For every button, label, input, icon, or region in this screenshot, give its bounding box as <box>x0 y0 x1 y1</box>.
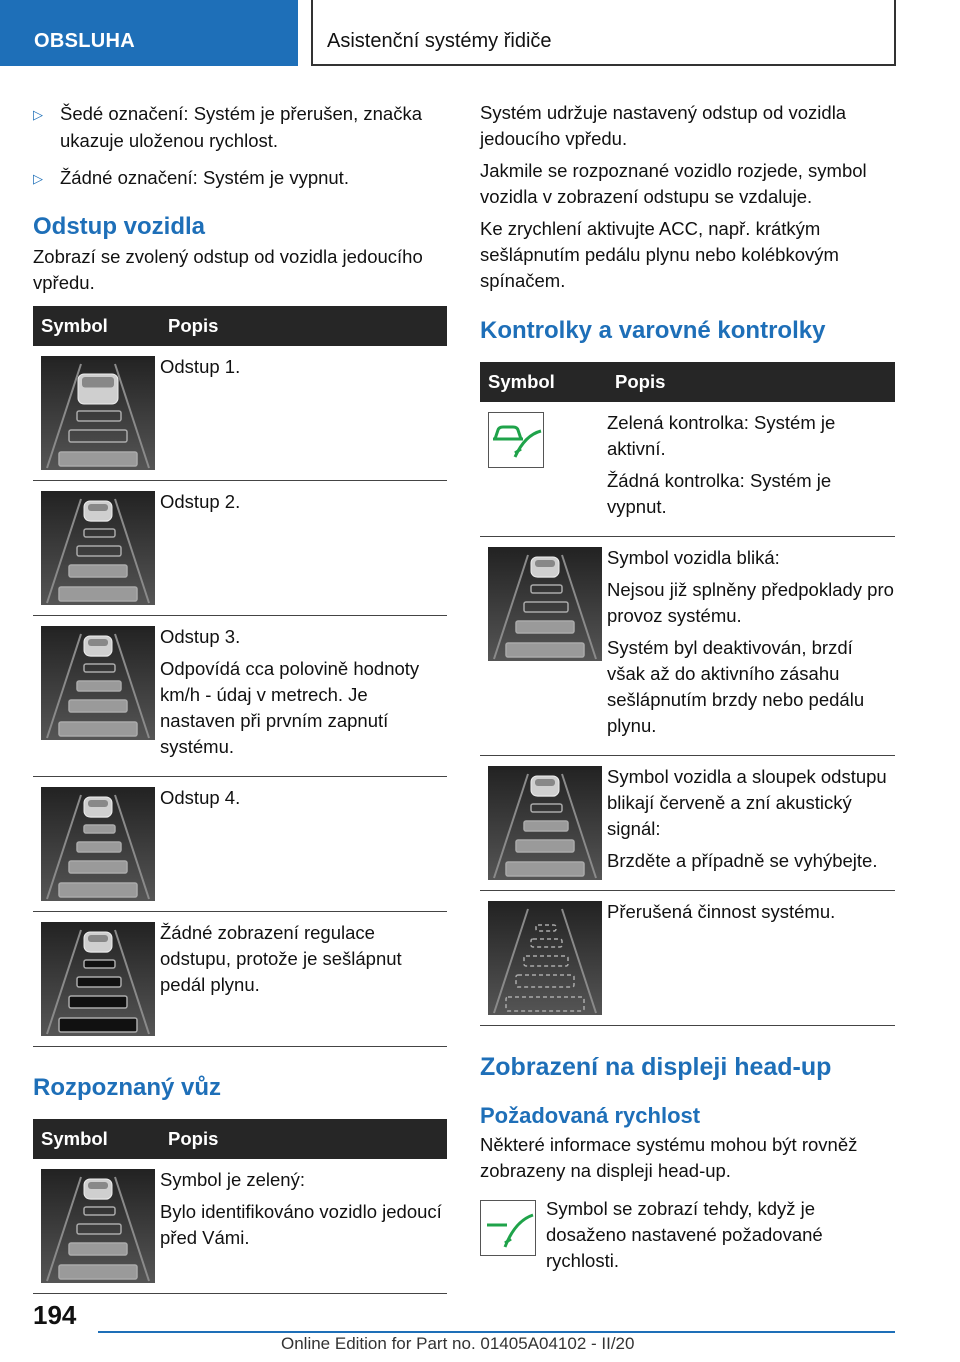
col-header-popis: Popis <box>160 306 447 346</box>
footer-divider <box>98 1331 895 1333</box>
table-header-row <box>33 306 447 346</box>
page-header <box>0 0 960 66</box>
row-text: Brzděte a případně se vyhýbejte. <box>607 850 878 871</box>
row-text: Odpovídá cca polovině hodnoty km/h - údaj v metrech. Je nastaven při prvním zapnutí systému. <box>160 658 420 757</box>
row-text: Odstup 4. <box>160 787 241 808</box>
row-text: Odstup 1. <box>160 356 241 377</box>
vehicle-warning-icon <box>488 766 602 880</box>
distance-3-icon <box>41 626 155 740</box>
vuz-table <box>33 1119 447 1294</box>
row-text: Symbol je zelený: <box>160 1169 305 1190</box>
odstup-table <box>33 306 447 1047</box>
section-tab <box>0 0 298 66</box>
row-text: Žádné zobrazení regulace odstupu, protože je sešlápnut pedál plynu. <box>160 922 402 995</box>
system-interrupted-icon <box>488 901 602 1015</box>
paragraph: Některé informace systému mohou být rovněž zobrazeny na displeji head-up. <box>480 1134 858 1181</box>
subsection-heading: Požadovaná rychlost <box>480 1103 701 1128</box>
bullet-item <box>33 164 447 192</box>
table-row <box>33 912 447 1047</box>
table-row <box>480 891 895 1026</box>
chapter-tab <box>311 0 896 66</box>
row-text: Zelená kontrolka: Systém je aktivní. <box>607 412 836 459</box>
distance-4-icon <box>41 787 155 901</box>
table-row <box>33 346 447 481</box>
row-text: Symbol vozidla a sloupek odstupu blikají červeně a zní akustický signál: <box>607 766 887 839</box>
col-header-symbol: Symbol <box>33 306 160 346</box>
col-header-popis: Popis <box>160 1119 447 1159</box>
vehicle-blinking-icon <box>488 547 602 661</box>
row-text: Žádná kontrolka: Systém je vypnut. <box>607 470 832 517</box>
footer-edition: Online Edition for Part no. 01405A04102 - II/20 <box>281 1334 635 1353</box>
row-text: Bylo identifikováno vozidlo jedoucí před Vámi. <box>160 1201 442 1248</box>
table-row <box>480 402 895 537</box>
section-heading-odstup: Odstup vozidla <box>33 213 206 240</box>
row-text: Odstup 3. <box>160 626 241 647</box>
paragraph: Ke zrychlení aktivujte ACC, např. krátkým sešlápnutím pedálu plynu nebo kolébkovým spínačem. <box>480 218 839 291</box>
row-text: Odstup 2. <box>160 491 241 512</box>
kontrolky-table <box>480 362 895 1026</box>
section-heading-vuz: Rozpoznaný vůz <box>33 1074 222 1101</box>
acc-green-lamp-icon <box>488 412 544 468</box>
row-text: Přerušená činnost systému. <box>607 901 836 922</box>
chapter-label: Asistenční systémy řidiče <box>327 30 552 52</box>
section-label: OBSLUHA <box>34 30 135 52</box>
bullet-item <box>33 100 447 154</box>
table-row <box>480 756 895 891</box>
table-row <box>33 481 447 616</box>
paragraph: Jakmile se rozpoznané vozidlo rozjede, symbol vozidla v zobrazení odstupu se vzdaluje. <box>480 160 867 207</box>
distance-off-icon <box>41 922 155 1036</box>
distance-2-icon <box>41 491 155 605</box>
row-text: Symbol vozidla bliká: <box>607 547 780 568</box>
row-text: Nejsou již splněny předpoklady pro provoz systému. <box>607 579 894 626</box>
hud-symbol-text: Symbol se zobrazí tehdy, když je dosaženo nastavené požadované rychlosti. <box>546 1198 823 1271</box>
paragraph: Systém udržuje nastavený odstup od vozidla jedoucího vpředu. <box>480 102 847 149</box>
right-column <box>480 100 895 1274</box>
table-header-row <box>33 1119 447 1159</box>
col-header-symbol: Symbol <box>33 1119 160 1159</box>
col-header-symbol: Symbol <box>480 362 607 402</box>
row-text: Systém byl deaktivován, brzdí však až do aktivního zásahu sešlápnutím brzdy nebo pedálu plynu. <box>607 637 865 736</box>
section-heading-hud: Zobrazení na displeji head-up <box>480 1053 832 1081</box>
page-number: 194 <box>33 1300 77 1330</box>
distance-1-icon <box>41 356 155 470</box>
bullet-text: Žádné označení: Systém je vypnut. <box>60 167 349 188</box>
bullet-text: Šedé označení: Systém je přerušen, značka ukazuje uloženou rychlost. <box>60 103 422 151</box>
section-heading-kontrolky: Kontrolky a varovné kontrolky <box>480 317 826 344</box>
hud-symbol-row <box>480 1196 895 1274</box>
detected-vehicle-icon <box>41 1169 155 1283</box>
left-column <box>33 100 447 1294</box>
hud-speed-icon <box>480 1200 536 1256</box>
section-intro: Zobrazí se zvolený odstup od vozidla jedoucího vpředu. <box>33 246 423 293</box>
col-header-popis: Popis <box>607 362 895 402</box>
table-row <box>33 616 447 777</box>
table-row <box>33 1159 447 1294</box>
triangle-bullet-icon: ▷ <box>33 171 43 186</box>
table-row <box>33 777 447 912</box>
table-header-row <box>480 362 895 402</box>
table-row <box>480 537 895 756</box>
triangle-bullet-icon: ▷ <box>33 107 43 122</box>
